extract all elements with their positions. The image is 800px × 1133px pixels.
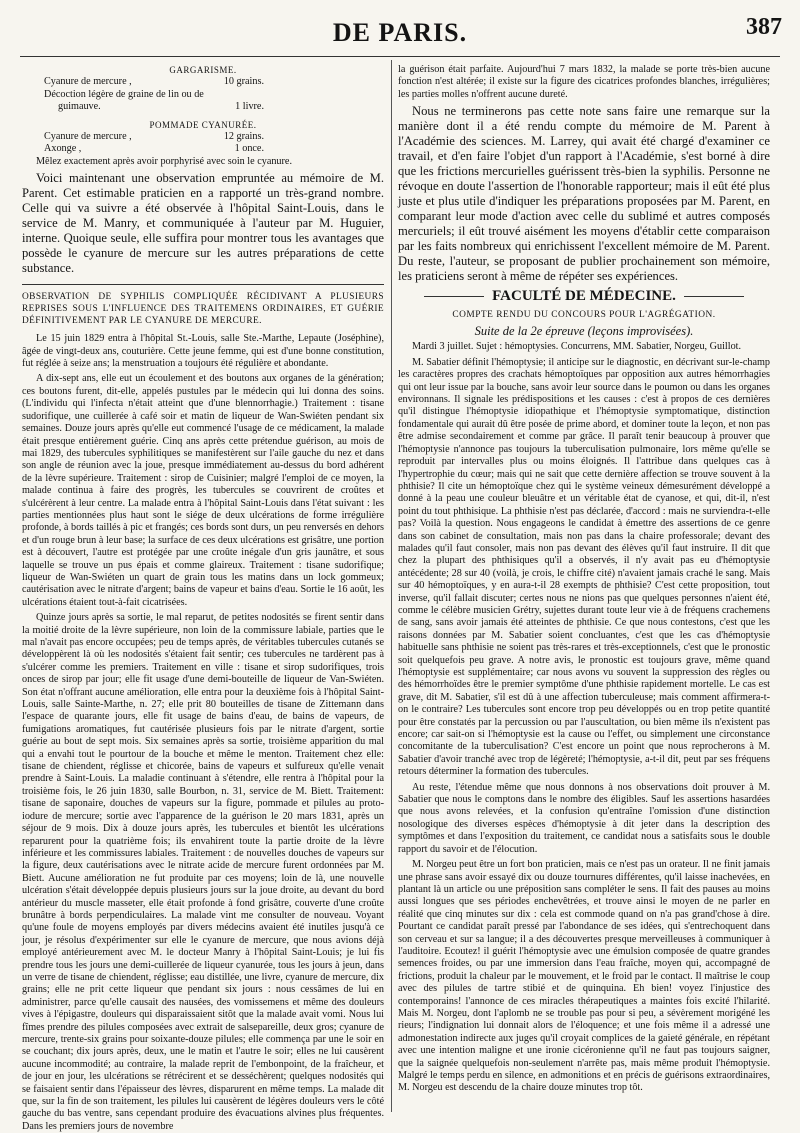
faculty-subtitle-2: Suite de la 2e épreuve (leçons improvisées).	[474, 324, 694, 339]
recipe-amount: 1 once.	[234, 143, 264, 155]
continuation-paragraph: la guérison était parfaite. Aujourd'hui 7 mars 1832, la malade se porte très-bien aucune fonction n'est altérée; il existe sur la figure des cicatrices profondes blanches, irrégulières; les parties molles n'offrent aucune dureté.	[398, 64, 770, 100]
recipe-label: Cyanure de mercure ,	[44, 131, 132, 143]
body-paragraph: M. Sabatier définit l'hémoptysie; il anticipe sur le diagnostic, en décrivant sur-le-champ les caractères propres des crachats hémoptoïques par opposition aux autres hémorrhagies qui ont leur issue par la bouche, sans avoir leur source dans le poumon ou dans les organes environnans. Il signale les prédispositions et les causes : c'est à propos de ces dernières qu'il distingue l'hémoptysie idiopathique et l'hémoptysie symptomatique, distinction fondamentale qui aurait dû être posée de prime abord, et dominer toute la leçon, et non pas être admise secondairement et comme par grâce. Il paraît tenir beaucoup à prouver que l'hémoptysie n'annonce pas toujours la tuberculisation pulmonaire, lors même qu'elle se reproduit par intervalles plus ou moins éloignés. Il l'attribue dans quelques cas à l'hypertrophie du cœur; mais qui ne sait que cette dernière affection se trouve souvent à la phthisie? Il cite un hémoptoïque chez qui le système veineux démesurément développé a donné à la peau une couleur bleuâtre et un véritable état de cyanose, et qui, dit-il, n'est point du tout phthisique. La phthisie n'est pas déclarée, d'accord : mais ne surviendra-t-elle pas? Voilà la question. Nous engageons le candidat à émettre des assertions de ce genre dans son cabinet de consultation, mais non pas dans la chaire professorale; devant des malades qu'il faut consoler, mais non pas devant des élèves qu'il faut instruire. Il dit que chez la plupart des phthisiques qu'il a observés, il n'y avait pas eu d'hémoptysie antécédente; 28 sur 40 (voilà, je crois, le chiffre cité) n'avaient jamais craché le sang. Mais sur 40 hémoptoïques, y en aura-t-il 28 exempts de phthisie? C'est cette proposition, tout inverse, qu'il fallait discuter; certes nous ne nions pas que quelques personnes n'aient été, comme le célèbre musicien Grétry, sujettes durant toute leur vie à de fréquens crachemens de sang, sans avoir jamais été atteintes de phthisie. Ce que nous contestons, c'est que les raisons données par M. Sabatier soient concluantes, c'est que les cas d'hémoptysie habituelle sans phthisie ne soient pas très-rares et très-exceptionnels, c'est que le pronostic soit quelquefois peu grave. A notre avis, le pronostic est toujours grave, même quand l'hémoptysie est supplémentaire; car nous avons vu souvent la suppression des règles ou des hémorrhoïdes être le premier symptôme d'une phthisie rapidement mortelle. Le cas est grave, dit M. Sabatier, s'il est dû à une affection tuberculeuse; mais comment affirmera-t-on le contraire? Les tubercules sont encore trop peu développés ou en trop petite quantité pour être constatés par la percussion ou par l'auscultation, ou bien même ils n'existent pas encore; car sait-on si l'hémoptysie est la cause ou l'effet, ou simplement une circonstance concomitante de la tuberculisation? C'est encore un point que nous reprocherons à M. Sabatier d'avoir tranché avec trop de légèreté; l'hémoptysie, a-t-il dit, peut par ses fréquens retours déterminer la formation des tubercules.	[398, 356, 770, 778]
body-paragraph: Mardi 3 juillet. Sujet : hémoptysies. Concurrens, MM. Sabatier, Norgeu, Guillot.	[412, 341, 742, 353]
closing-paragraph: Nous ne terminerons pas cette note sans faire une remarque sur la manière dont il a été rendu compte du mémoire de M. Parent à l'Académie des sciences. M. Larrey, qui avait été chargé d'examiner ce travail, et d'en faire l'objet d'un rapport à l'Académie, s'est borné à dire que les frictions mercurielles guérissent très-bien la syphilis. Personne ne révoque en doute l'assertion de l'honorable rapporteur; mais il eût été plus juste et plus utile d'indiquer les préparations proposées par M. Parent, en comparant leur mode d'action avec celle du sublimé et autres composés mercuriels; il eût trouvé aisément les moyens d'établir cette comparaison par les faits nombreux qui enrichissent l'excellent mémoire de M. Parent. Du reste, l'auteur, se proposant de publier prochainement son mémoire, les praticiens seront à même de répéter ses expériences.	[398, 104, 770, 284]
observation-title: OBSERVATION DE SYPHILIS COMPLIQUÉE RÉCIDIVANT A PLUSIEURS REPRISES SOUS L'INFLUENCE DES TRAITEMENS ORDINAIRES, ET GUÉRIE DÉFINITIVEMENT PAR LE CYANURE DE MERCURE.	[22, 284, 384, 327]
recipe-label: Cyanure de mercure ,	[44, 76, 132, 88]
column-divider	[391, 60, 392, 1112]
body-paragraph: M. Norgeu peut être un fort bon praticien, mais ce n'est pas un orateur. Il ne finit jamais une phrase sans avoir essayé dix ou douze tournures différentes, qu'il laisse inachevées, en plantant là un article ou une préposition sans compléter le sens. Il fait des pauses au moins aussi longues que ses périodes enchevêtrées, et trouve ainsi le moyen de ne parler en réalité que cinq minutes sur dix : cela est commode quand on n'a pas grand'chose à dire. Pourtant ce candidat paraît pressé par l'abondance de ses idées, qui s'entrechoquent dans son cerveau et sur sa langue; il a des découvertes presque merveilleuses à communiquer à l'auditoire. Ecoutez! il guérit l'hémoptysie avec une émulsion composée de quatre grandes semences froides, ou par une immersion dans l'eau fraîche, moyen qui, accompagné de frictions, produit la chaleur par le mouvement, et le froid par le contact. Il maîtrise le coup avec des pilules de tartre stibié et de quinquina. Eh bien! voyez l'injustice des contemporains! l'annonce de ces miracles thérapeutiques a maintes fois excité l'hilarité. Mais M. Norgeu, dont l'aplomb ne se trouble pas pour si peu, a sévèrement morigéné les rieurs; l'indignation lui donnait alors de l'éloquence; et une fois même il a adressé une admonestation indirecte aux juges qu'il croyait complices de la gaieté générale, en répétant avec une intention maligne et une ironie cicéronienne qu'il ne faut pas toujours saigner, que la saignée quelquefois non-seulement n'arrête pas, mais même produit l'hémoptysie. Malgré le temps perdu en silence, en admonitions et en précis de guérisons extraordinaires, M. Norgeu est descendu de la chaire douze minutes trop tôt.	[398, 859, 770, 1094]
page-number: 387	[746, 14, 782, 40]
recipe-label: guimauve.	[58, 101, 101, 113]
left-column	[22, 64, 384, 1132]
recipe-label: Décoction légère de graine de lin ou de	[44, 88, 204, 100]
body-paragraph: Le 15 juin 1829 entra à l'hôpital St.-Louis, salle Ste.-Marthe, Lepaute (Joséphine), âgée de vingt-deux ans, couturière. Cette jeune femme, qui est d'une bonne constitution, fut réglée à seize ans; la menstruation a toujours été régulière et abondante.	[22, 333, 384, 370]
header-rule	[20, 56, 780, 57]
recipe-line	[22, 143, 384, 155]
faculty-title: FACULTÉ DE MÉDECINE.	[398, 290, 770, 302]
body-paragraph: Au reste, l'étendue même que nous donnons à nos observations doit prouver à M. Sabatier que nous le comptons dans le nombre des éligibles. Sauf les assertions hasardées que nous avons relevées, et la confusion qu'entraîne l'omission d'une distinction nosologique des diverses espèces d'hémoptysie à dit jeter dans la description des symptômes et dans l'exposition du traitement, ce candidat nous a satisfaits sous le double rapport du savoir et de l'élocution.	[398, 781, 770, 855]
recipe-amount: 1 livre.	[235, 101, 264, 113]
gargarisme-title: GARGARISME.	[169, 65, 237, 75]
recipe-line	[22, 89, 384, 101]
running-head: DE PARIS.	[332, 18, 468, 47]
pommade-title: POMMADE CYANURÉE.	[149, 119, 257, 130]
gargarisme-recipe	[22, 76, 384, 113]
recipe-line	[22, 76, 384, 88]
recipe-line	[22, 131, 384, 143]
intro-paragraph: Voici maintenant une observation empruntée au mémoire de M. Parent. Cet estimable praticien en a rapporté un très-grand nombre. Celle qui va suivre a été observée à l'hôpital Saint-Louis, dans le service de M. Manry, et communiquée à l'auteur par M. Huguier, interne. Quoique seule, elle suffira pour montrer tous les avantages que possède le cyanure de mercure sur les autres préparations de cette substance.	[22, 171, 384, 276]
body-paragraph: Quinze jours après sa sortie, le mal reparut, de petites nodosités se firent sentir dans la moitié droite de la lèvre supérieure, non loin de la commissure labiale, parties que le mal n'avait pas encore occupées; peu de temps après, de véritables tubercules cutanés se développèrent là où les nodosités s'étaient fait sentir; ces tubercules ne tardèrent pas à s'ulcérer comme les premiers. Traitement en ville : tisane et sirop sudorifiques, trois onces de sirop par jour; elle fit usage d'une demi-bouteille de liqueur de Van-Swiéten. Son état n'offrant aucune amélioration, elle entra pour la deuxième fois à l'hôpital Saint-Louis, salle Sainte-Marthe, n. 27; elle prit 80 bouteilles de tisane de Zittemann dans l'espace de quarante jours, elle fit usage de bains d'eau, de bains de vapeurs, de fumigations aromatiques, fut cautérisée plusieurs fois par le nitrate d'argent, sortie guérie au bout de sept mois. Six semaines après sa sortie, troisième apparition du mal qui a envahi tout le pourtour de la bouche et même le menton. Traitement chez elle: tisane de chiendent, réglisse et chicorée, bains de vapeurs et sulfureux qu'elle venait prendre à Saint-Louis. La maladie continuant à s'étendre, elle rentra à l'hôpital pour la troisième fois, le 26 juin 1830, salle Bourbon, n. 31, service de M. Biett. Traitement: tisane de saponaire, douches de vapeurs sur la figure, pommade et pilules au proto-iodure de mercure; sortie avec l'apparence de la guérison le 20 mars 1831, après un séjour de 9 mois. Dix à douze jours après, les tubercules et bientôt les ulcérations reparurent pour la quatrième fois; ils envahirent toute la partie droite de la lèvre inférieure et les commissures labiales. Traitement : de nouvelles douches de vapeurs sur la figure, deux cautérisations avec le nitrate acide de mercure furent ordonnées par M. Biett. Aucune amélioration ne fut produite par ces moyens; loin de là, une nouvelle ulcération s'était développée depuis plusieurs jours sur la joue droite, au devant du bord antérieur du muscle masseter, elle était profonde à fond grisâtre, couverte d'une croûte brunâtre à bords perpendiculaires. La malade vint me consulter de nouveau. Voyant qu'une foule de moyens employés par divers médecins avaient été inutiles jusqu'à ce jour, je résolus d'expérimenter sur elle le cyanure de mercure, que nous avions déjà employé antérieurement avec M. le docteur Manry à l'hôpital Saint-Louis; je lui fis prendre tous les jours une demi-cuillerée de liqueur cyanurée, tous les jours à jeun, dans un verre de tisane de chiendent, réglisse; eau distillée, une livre, cyanure de mercure, dix grains; elle ne prit cette liqueur que pendant six jours : nous cessâmes de lui en administrer, parce qu'elle causait des nausées, des vomissemens et même des douleurs vives à l'épigastre, douleurs qui disparaissaient sitôt que la malade avait vomi. Nous lui fîmes prendre des pilules composées avec extrait de salsepareille, deux gros; cyanure de mercure, trente-six grains pour soixante-douze pilules; elle commença par une le soir en se couchant; dix jours après, deux, une le matin et l'autre le soir; elles ne lui causèrent aucune incommodité; au contraire, la malade reprit de l'embonpoint, de la fraîcheur, et de jour en jour, les ulcérations se rétrécirent et se desséchèrent; quelques nodosités qui se faisaient sentir dans l'épaisseur des lèvres, disparurent en même temps. La malade dit que, sur la fin de son traitement, les pilules lui causèrent de légères douleurs vers le côté gauche du bas ventre, sans cependant produire des évacuations alvines plus fréquentes. Dans les premiers jours de novembre	[22, 612, 384, 1132]
page-header	[0, 8, 800, 48]
recipe-line	[22, 101, 384, 113]
right-column	[398, 64, 770, 1112]
pommade-note: Mêlez exactement après avoir porphyrisé avec soin le cyanure.	[36, 155, 292, 167]
recipe-amount: 10 grains.	[223, 76, 264, 88]
faculty-subtitle: COMPTE RENDU DU CONCOURS POUR L'AGRÉGATION.	[452, 309, 716, 320]
recipe-amount: 12 grains.	[223, 131, 264, 143]
recipe-label: Axonge ,	[44, 143, 82, 155]
pommade-recipe	[22, 131, 384, 156]
body-paragraph: A dix-sept ans, elle eut un écoulement et des boutons aux organes de la génération; ces boutons furent, dit-elle, appelés pustules par le médecin qui lui donna des soins. (L'individu qui l'infecta n'était atteint que d'une blennorrhagie.) Traitement : tisane sudorifique, une cuillerée à café soir et matin de liqueur de Wan-Swiéten pendant six semaines. Douze jours après qu'elle eut commencé l'usage de ce médicament, la malade était presque entièrement guérie. Cinq ans après cette prétendue guérison, au mois de mai 1829, des tubercules syphilitiques se manifestèrent sur l'aile gauche du nez et dans son angle de réunion avec la joue, presque immédiatement au-dessus du bord adhérent de la lèvre supérieure. Traitement : sirop de Cuisinier; malgré l'emploi de ce moyen, la malade continua à faire des progrès, les tubercules se couvrirent de croûtes et s'ulcérèrent à leur centre. La malade entra à l'hôpital Saint-Louis dans l'état suivant : les parties mentionnées plus haut sont le siége de deux ulcérations de forme irrégulière profonde, à bords taillés à pic et frangés; ces bords sont durs, un peu renversés en dehors et d'un rouge brun à leur base; la surface de ces deux ulcérations est grisâtre, une portion est à découvert, l'autre est protégée par une croûte inégale d'un gris jaunâtre, et sous laquelle se trouve un pus épais et comme glaireux. Traitement : tisane sudorifique; liqueur de Wan-Swiéten un quart de grain tous les matins dans un lock gommeux; cautérisation avec le nitrate d'argent; bains de vapeur et bains d'eau. Sortie le 16 août, les ulcérations étaient tout-à-fait cicatrisées.	[22, 373, 384, 608]
